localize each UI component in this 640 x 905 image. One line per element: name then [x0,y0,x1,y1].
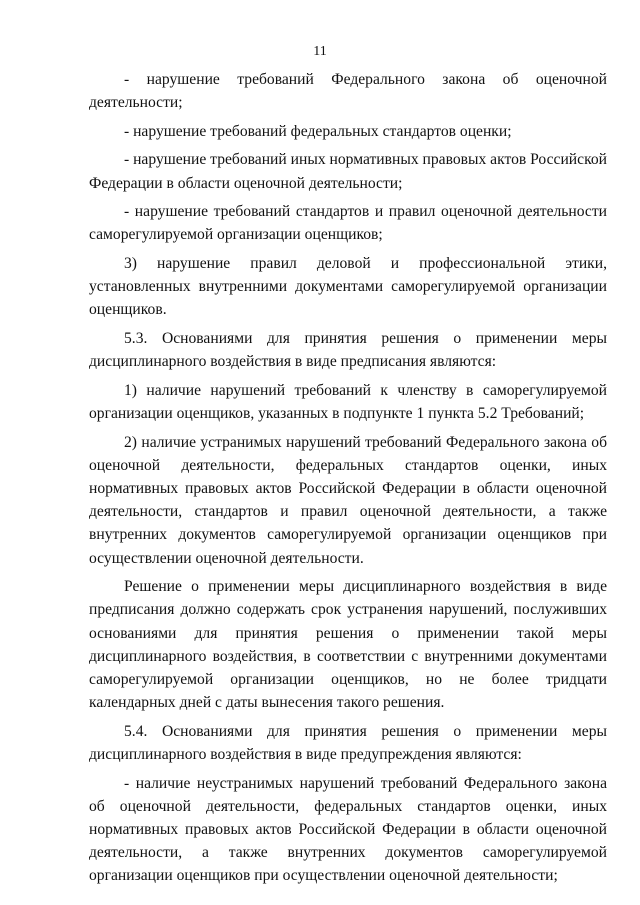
paragraph: 2) наличие устранимых нарушений требований Федерального закона об оценочной деятельности, федеральных стандартов оценки, иных нормативных правовых актов Российской Федерации в области оценочной деятельности, стандартов и правил оценочной деятельности, а также внутренних документов саморегулируемой организации оценщиков при осуществлении оценочной деятельности. [89,433,607,567]
paragraph: - нарушение требований иных нормативных правовых актов Российской Федерации в области оценочной деятельности; [89,151,607,192]
paragraph: - нарушение требований федеральных стандартов оценки; [124,122,512,140]
paragraph: 3) нарушение правил деловой и профессиональной этики, установленных внутренними документами саморегулируемой организации оценщиков. [89,254,607,319]
paragraph: - нарушение требований стандартов и правил оценочной деятельности саморегулируемой организации оценщиков; [89,203,607,244]
paragraph: 5.4. Основаниями для принятия решения о применении меры дисциплинарного воздействия в виде предупреждения являются: [89,722,607,763]
paragraph: Решение о применении меры дисциплинарного воздействия в виде предписания должно содержать срок устранения нарушений, послуживших основаниями для принятия решения о применении такой меры дисциплинарного воздействия, в соответствии с внутренними документами саморегулируемой организации оценщиков, но не более тридцати календарных дней с даты вынесения такого решения. [89,578,607,712]
document-body [89,68,607,893]
paragraph: 5.3. Основаниями для принятия решения о применении меры дисциплинарного воздействия в виде предписания являются: [89,329,607,371]
page-number: 11 [313,44,327,59]
paragraph: - наличие неустранимых нарушений требований Федерального закона об оценочной деятельности, федеральных стандартов оценки, иных нормативных правовых актов Российской Федерации в области оценочной деятельности, а также внутренних документов саморегулируемой организации оценщиков при осуществлении оценочной деятельности; [89,774,607,885]
paragraph: - нарушение требований Федерального закона об оценочной деятельности; [89,71,607,112]
paragraph: 1) наличие нарушений требований к членству в саморегулируемой организации оценщиков, указанных в подпункте 1 пункта 5.2 Требований; [89,381,607,422]
